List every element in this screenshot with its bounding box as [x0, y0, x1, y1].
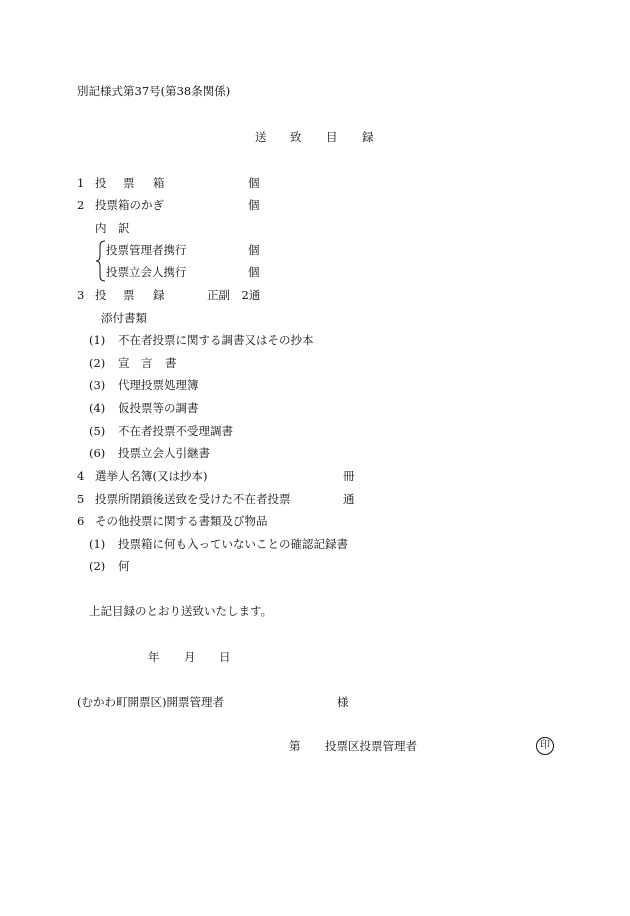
item-number: 1 — [77, 176, 85, 190]
item-label-char: 投 — [95, 176, 107, 190]
attachment-number: (2) — [89, 356, 106, 370]
item-number: 2 — [77, 198, 85, 212]
form-number: 別記様式第37号(第38条関係) — [77, 84, 231, 98]
attachment-number: (1) — [89, 333, 106, 347]
item-unit: 通 — [343, 492, 355, 506]
sub-item-number: (2) — [89, 559, 106, 573]
seal-icon: 印 — [536, 737, 554, 755]
breakdown-label: 内 訳 — [95, 221, 130, 235]
sub-item-text: 何 — [118, 559, 130, 573]
attachment-text-char: 言 — [141, 356, 153, 370]
attachments-label: 添付書類 — [101, 311, 147, 325]
breakdown-item-unit: 個 — [248, 265, 260, 279]
attachment-text-char: 宣 — [118, 356, 130, 370]
attachment-text: 代理投票処理簿 — [118, 378, 199, 392]
curly-brace — [96, 240, 106, 282]
item-label-char: 票 — [123, 176, 135, 190]
attachment-text: 不在者投票に関する調書又はその抄本 — [118, 333, 314, 347]
item-number: 6 — [77, 514, 85, 528]
title-char: 致 — [290, 130, 302, 144]
attachment-text: 投票立会人引継書 — [118, 446, 210, 460]
item-label: 選挙人名簿(又は抄本) — [95, 469, 208, 483]
date-year: 年 — [148, 650, 160, 664]
title-char: 送 — [255, 130, 267, 144]
item-label-char: 票 — [123, 288, 135, 302]
sender-title: 投票区投票管理者 — [325, 739, 417, 753]
item-label-char: 録 — [153, 288, 165, 302]
attachment-number: (3) — [89, 378, 106, 392]
date-day: 日 — [219, 650, 231, 664]
item-label-char: 投 — [95, 288, 107, 302]
attachment-number: (5) — [89, 424, 106, 438]
addressee-honorific: 様 — [337, 695, 349, 709]
breakdown-item-label: 投票管理者携行 — [106, 243, 187, 257]
sender-prefix: 第 — [289, 739, 301, 753]
attachment-text: 仮投票等の調書 — [118, 401, 199, 415]
item-unit: 個 — [248, 176, 260, 190]
item-unit: 冊 — [343, 469, 355, 483]
item-copies: 正副 2通 — [207, 288, 261, 302]
date-month: 月 — [184, 650, 196, 664]
attachment-text: 不在者投票不受理調書 — [118, 424, 233, 438]
item-label: その他投票に関する書類及び物品 — [95, 514, 268, 528]
item-number: 3 — [77, 288, 85, 302]
item-number: 5 — [77, 492, 85, 506]
item-label-char: 箱 — [153, 176, 165, 190]
breakdown-item-unit: 個 — [248, 243, 260, 257]
item-unit: 個 — [248, 198, 260, 212]
item-label: 投票所閉鎖後送致を受けた不在者投票 — [95, 492, 291, 506]
attachment-number: (4) — [89, 401, 106, 415]
attachment-text-char: 書 — [165, 356, 177, 370]
closing-statement: 上記目録のとおり送致いたします。 — [89, 604, 273, 618]
breakdown-item-label: 投票立会人携行 — [106, 265, 187, 279]
sub-item-text: 投票箱に何も入っていないことの確認記録書 — [118, 537, 348, 551]
item-number: 4 — [77, 469, 85, 483]
attachment-number: (6) — [89, 446, 106, 460]
sub-item-number: (1) — [89, 537, 106, 551]
title-char: 目 — [326, 130, 338, 144]
title-char: 録 — [362, 130, 374, 144]
addressee-name: (むかわ町開票区)開票管理者 — [77, 695, 224, 709]
item-label: 投票箱のかぎ — [95, 198, 164, 212]
